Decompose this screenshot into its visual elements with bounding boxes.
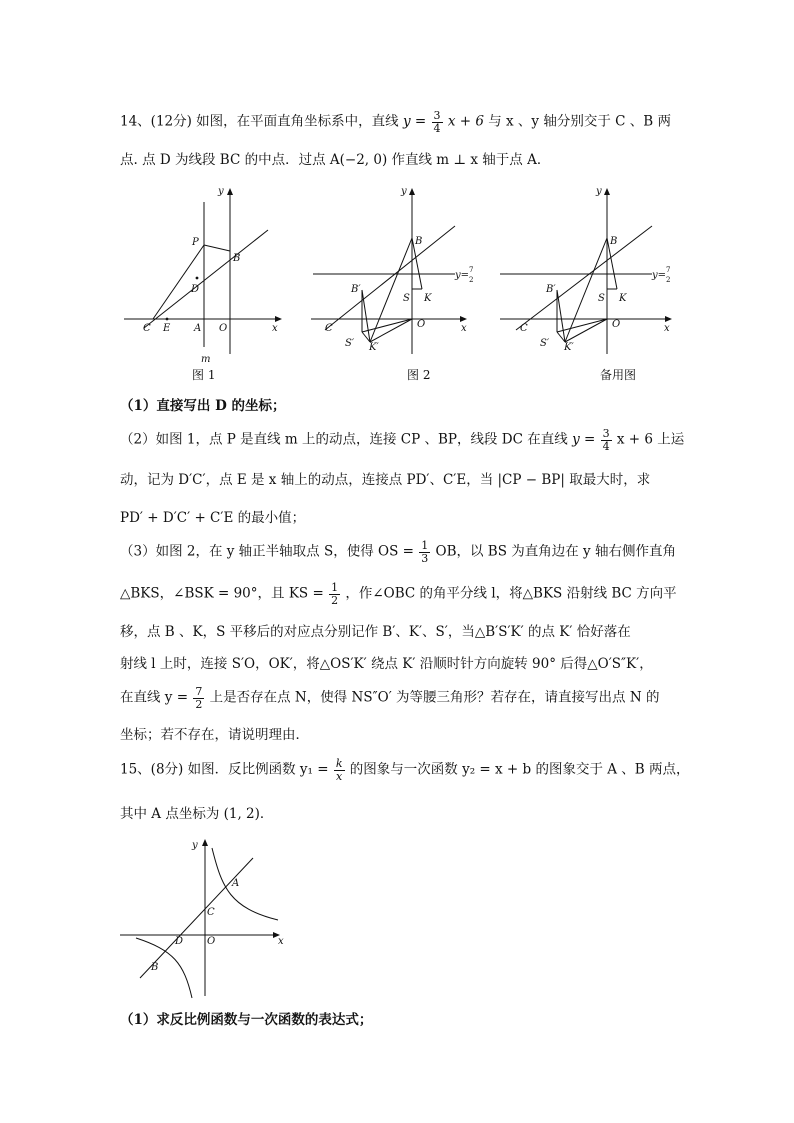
fraction: $\frac{1}{3}$ bbox=[421, 539, 429, 565]
label-x: x bbox=[272, 323, 278, 334]
q14-part2-line2: 动，记为 D′C′，点 E 是 x 轴上的动点，连接点 PD′、C′E，当 |CP − BP| 取最大时，求 bbox=[120, 472, 651, 488]
svg-text:2: 2 bbox=[469, 276, 474, 284]
q14-part3-line3: 移，点 B 、K，S 平移后的对应点分别记作 B′、K′、S′，当△B′S′K′ 的点 K′ 恰好落在 bbox=[120, 624, 631, 640]
q14-part3-line4: 射线 l 上时，连接 S′O，OK′，将△OS′K′ 绕点 K′ 沿顺时针方向旋转 90° 后得△O′S″K′， bbox=[120, 656, 653, 672]
label-c: C bbox=[520, 323, 528, 334]
label-b: B bbox=[151, 962, 159, 973]
q14-part3-line5: 在直线 y = $\frac{7}{2}$ 上是否存在点 N，使得 NS″O′ 为等腰三角形？若存在，请直接写出点 N 的 bbox=[120, 685, 660, 711]
svg-text:7: 7 bbox=[469, 266, 474, 274]
label-k: K bbox=[424, 293, 432, 304]
label-p: P bbox=[192, 237, 199, 248]
label-y: y bbox=[218, 186, 224, 197]
label-m: m bbox=[201, 354, 211, 365]
label-sprime: S′ bbox=[345, 338, 355, 349]
label-x: x bbox=[278, 936, 284, 947]
figure-1 bbox=[120, 182, 290, 365]
label-kprime: K′ bbox=[564, 342, 574, 353]
label-o: O bbox=[417, 319, 426, 330]
fraction: $\frac{1}{2}$ bbox=[331, 581, 339, 607]
label-s: S bbox=[598, 293, 605, 304]
label-o: O bbox=[219, 323, 228, 334]
q15-line1: 15、(8分) 如图．反比例函数 y₁ = $\frac{k}{x}$ 的图象与一次函数 y₂ = x + b 的图象交于 A 、B 两点， bbox=[120, 757, 690, 783]
fraction: $\frac{k}{x}$ bbox=[335, 757, 343, 783]
figure-2 bbox=[305, 182, 475, 362]
fraction: $\frac{7}{2}$ bbox=[195, 685, 203, 711]
figure-2-caption: 图 2 bbox=[407, 368, 431, 382]
label-y: y bbox=[401, 186, 407, 197]
label-c: C bbox=[207, 907, 215, 918]
q15-part1: （1）求反比例函数与一次函数的表达式； bbox=[120, 1012, 373, 1028]
label-c: C bbox=[143, 323, 151, 334]
label-x: x bbox=[461, 323, 467, 334]
q14-part3-line1: （3）如图 2，在 y 轴正半轴取点 S，使得 OS = $\frac{1}{3}$ OB，以 BS 为直角边在 y 轴右侧作直角 bbox=[120, 539, 676, 565]
label-bprime: B′ bbox=[546, 284, 556, 295]
label-x: x bbox=[664, 323, 670, 334]
label-o: O bbox=[612, 319, 621, 330]
label-k: K bbox=[619, 293, 627, 304]
figure-backup-caption: 备用图 bbox=[600, 368, 637, 382]
figure-backup bbox=[500, 182, 680, 362]
svg-text:7: 7 bbox=[666, 266, 671, 274]
q14-part2-line1: （2）如图 1，点 P 是直线 m 上的动点，连接 CP 、BP，线段 DC 在直线 y = $\frac{3}{4}$ x + 6 上运 bbox=[120, 427, 685, 453]
label-y-eq: y= bbox=[652, 270, 667, 281]
label-d: D bbox=[175, 936, 184, 947]
label-a: A bbox=[232, 878, 240, 889]
label-b: B bbox=[610, 236, 618, 247]
fraction: $\frac{3}{4}$ bbox=[433, 109, 441, 135]
label-y-eq: y= bbox=[455, 270, 470, 281]
svg-text:2: 2 bbox=[666, 276, 671, 284]
label-bprime: B′ bbox=[351, 284, 361, 295]
q15-line2: 其中 A 点坐标为 (1, 2)． bbox=[120, 806, 274, 822]
label-kprime: K′ bbox=[369, 342, 379, 353]
figure-1-caption: 图 1 bbox=[192, 368, 216, 382]
label-y: y bbox=[192, 840, 198, 851]
fraction: $\frac{3}{4}$ bbox=[602, 427, 610, 453]
figure-q15 bbox=[118, 838, 288, 1008]
q14-part1: （1）直接写出 D 的坐标； bbox=[120, 398, 286, 414]
label-d: D bbox=[191, 284, 200, 295]
label-o: O bbox=[207, 936, 216, 947]
q14-line1: 14、(12分) 如图，在平面直角坐标系中，直线 y = $\frac{3}{4}$ x + 6 与 x 、y 轴分别交于 C 、B 两 bbox=[120, 109, 671, 135]
label-s: S bbox=[403, 293, 410, 304]
q14-line2: 点. 点 D 为线段 BC 的中点．过点 A(−2, 0) 作直线 m ⊥ x 轴于点 A． bbox=[120, 152, 551, 168]
label-c: C bbox=[325, 323, 333, 334]
label-b: B bbox=[415, 236, 423, 247]
label-b: B bbox=[233, 253, 241, 264]
q14-part3-line2: △BKS，∠BSK = 90°，且 KS = $\frac{1}{2}$ ，作∠OBC 的角平分线 l，将△BKS 沿射线 BC 方向平 bbox=[120, 581, 677, 607]
label-y: y bbox=[596, 186, 602, 197]
label-sprime: S′ bbox=[540, 338, 550, 349]
q14-part3-line6: 坐标；若不存在，请说明理由． bbox=[120, 727, 309, 743]
label-e: E bbox=[163, 323, 171, 334]
q14-part2-line3: PD′ + D′C′ + C′E 的最小值； bbox=[120, 510, 306, 526]
label-a: A bbox=[194, 323, 202, 334]
